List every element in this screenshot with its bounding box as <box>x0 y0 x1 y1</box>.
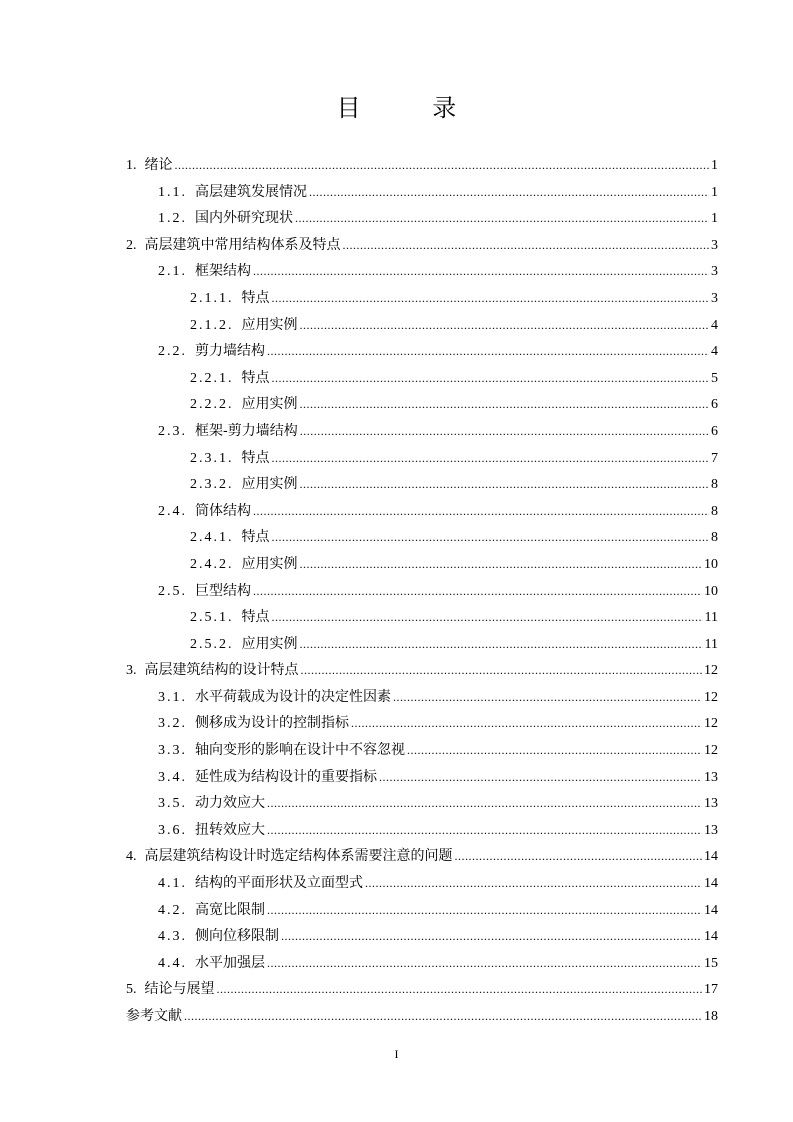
toc-entry-page-number: 14 <box>704 876 718 892</box>
toc-entry-page-number: 12 <box>704 716 718 732</box>
toc-entry-number: 2.4.2. <box>190 556 234 572</box>
toc-entry-title: 扭转效应大 <box>195 821 265 838</box>
toc-entry[interactable] <box>126 684 718 711</box>
toc-entry-number: 3.1. <box>158 689 187 705</box>
toc-entry[interactable] <box>126 737 718 764</box>
toc-entry-page-number: 8 <box>711 503 718 519</box>
toc-entry-page-number: 14 <box>704 902 718 918</box>
toc-dot-leader <box>300 471 710 498</box>
toc-entry-number: 2.5. <box>158 583 187 599</box>
toc-entry[interactable] <box>126 923 718 950</box>
toc-entry-page-number: 3 <box>711 237 718 253</box>
toc-entry-number: 3.3. <box>158 743 187 759</box>
toc-entry-page-number: 13 <box>704 796 718 812</box>
toc-entry-page-number: 12 <box>704 743 718 759</box>
toc-dot-leader <box>300 631 703 658</box>
toc-entry-page-number: 6 <box>711 423 718 439</box>
toc-entry-number: 2.3.1. <box>190 450 234 466</box>
toc-dot-leader <box>253 258 709 285</box>
toc-entry[interactable] <box>126 817 718 844</box>
toc-entry-title: 结构的平面形状及立面型式 <box>195 875 363 892</box>
toc-entry[interactable] <box>126 338 718 365</box>
toc-entry-number: 2. <box>126 237 137 253</box>
toc-entry-number: 1. <box>126 158 137 173</box>
toc-entry-title: 筒体结构 <box>195 502 251 519</box>
toc-entry-number: 4. <box>126 849 137 865</box>
toc-dot-leader <box>272 285 710 312</box>
toc-entry-number: 4.2. <box>158 902 187 918</box>
toc-entry-title: 特点 <box>241 609 270 626</box>
toc-entry-title: 特点 <box>241 449 270 466</box>
toc-entry-number: 2.4.1. <box>190 530 234 546</box>
toc-entry-page-number: 1 <box>711 184 718 200</box>
toc-entry-page-number: 10 <box>704 556 718 572</box>
toc-entry-page-number: 1 <box>711 211 718 227</box>
toc-entry-page-number: 7 <box>711 450 718 466</box>
toc-entry-title: 水平荷载成为设计的决定性因素 <box>195 688 391 705</box>
toc-entry-title: 特点 <box>241 289 270 306</box>
toc-entry-title: 特点 <box>241 369 270 386</box>
toc-entry-number: 2.4. <box>158 503 187 519</box>
toc-entry[interactable] <box>126 843 718 870</box>
toc-entry[interactable] <box>126 604 718 631</box>
page-title: 目 录 <box>336 94 489 122</box>
toc-entry[interactable] <box>126 179 718 206</box>
toc-entry[interactable] <box>126 471 718 498</box>
toc-entry-number: 5. <box>126 982 137 998</box>
toc-entry-title: 框架-剪力墙结构 <box>195 422 298 439</box>
toc-entry-title: 侧移成为设计的控制指标 <box>195 715 349 732</box>
toc-entry-title: 侧向位移限制 <box>195 928 279 945</box>
toc-dot-leader <box>379 764 702 791</box>
toc-entry-number: 2.1.2. <box>190 317 234 333</box>
toc-entry[interactable] <box>126 1003 718 1030</box>
toc-entry-number: 2.1. <box>158 264 187 280</box>
toc-entry-page-number: 13 <box>704 769 718 785</box>
toc-entry[interactable] <box>126 445 718 472</box>
toc-entry-title: 剪力墙结构 <box>195 343 265 360</box>
toc-dot-leader <box>267 338 709 365</box>
toc-entry-number: 2.5.2. <box>190 636 234 652</box>
toc-entry[interactable] <box>126 790 718 817</box>
toc-entry[interactable] <box>126 232 718 259</box>
toc-dot-leader <box>281 923 702 950</box>
toc-entry-page-number: 12 <box>704 663 718 679</box>
toc-dot-leader <box>217 976 703 1003</box>
toc-dot-leader <box>407 737 702 764</box>
toc-entry-number: 2.2.1. <box>190 370 234 386</box>
toc-entry-number: 2.2.2. <box>190 397 234 413</box>
toc-entry-number: 2.2. <box>158 344 187 360</box>
toc-entry-page-number: 3 <box>711 290 718 306</box>
toc-dot-leader <box>343 232 710 259</box>
toc-dot-leader <box>267 897 702 924</box>
toc-dot-leader <box>175 152 710 179</box>
toc-entry-number: 2.3.2. <box>190 477 234 493</box>
toc-entry-title: 参考文献 <box>126 1008 182 1024</box>
toc-entry[interactable] <box>126 870 718 897</box>
toc-entry-title: 水平加强层 <box>195 954 265 971</box>
toc-entry-page-number: 8 <box>711 530 718 546</box>
page-footer-number: I <box>394 1047 399 1061</box>
toc-dot-leader <box>295 205 709 232</box>
toc-entry-title: 应用实例 <box>241 555 298 572</box>
toc-dot-leader <box>365 870 702 897</box>
toc-entry-number: 3.4. <box>158 769 187 785</box>
toc-entry-page-number: 13 <box>704 822 718 838</box>
toc-dot-leader <box>300 312 710 339</box>
toc-entry-page-number: 6 <box>711 397 718 413</box>
toc-entry-page-number: 14 <box>704 849 718 865</box>
toc-entry[interactable] <box>126 657 718 684</box>
toc-entry-title: 特点 <box>241 529 270 546</box>
toc-entry-number: 3.5. <box>158 796 187 812</box>
toc-dot-leader <box>272 365 710 392</box>
toc-entry-title: 动力效应大 <box>195 795 265 812</box>
toc-entry[interactable] <box>126 285 718 312</box>
toc-entry[interactable] <box>126 551 718 578</box>
toc-entry-number: 3. <box>126 663 137 679</box>
toc-dot-leader <box>184 1003 702 1030</box>
toc-entry[interactable] <box>126 418 718 445</box>
toc-dot-leader <box>253 578 702 605</box>
table-of-contents <box>126 152 718 1030</box>
toc-entry-page-number: 1 <box>711 158 718 173</box>
toc-entry[interactable] <box>126 631 718 658</box>
toc-entry-title: 延性成为结构设计的重要指标 <box>195 768 377 785</box>
toc-entry[interactable] <box>126 710 718 737</box>
toc-dot-leader <box>300 551 703 578</box>
toc-dot-leader <box>309 179 709 206</box>
toc-entry-title: 应用实例 <box>241 476 298 493</box>
toc-entry-page-number: 11 <box>704 610 718 626</box>
toc-entry-number: 4.1. <box>158 876 187 892</box>
toc-entry-number: 2.1.1. <box>190 290 234 306</box>
toc-dot-leader <box>300 391 710 418</box>
toc-dot-leader <box>267 950 702 977</box>
toc-entry-title: 高宽比限制 <box>195 901 265 918</box>
toc-entry-number: 4.3. <box>158 929 187 945</box>
toc-entry-page-number: 3 <box>711 264 718 280</box>
toc-entry[interactable] <box>126 764 718 791</box>
toc-dot-leader <box>351 710 702 737</box>
toc-entry[interactable] <box>126 205 718 232</box>
toc-entry-page-number: 10 <box>704 583 718 599</box>
toc-entry-page-number: 8 <box>711 477 718 493</box>
toc-entry-number: 3.6. <box>158 822 187 838</box>
toc-entry[interactable] <box>126 976 718 1003</box>
toc-entry[interactable] <box>126 365 718 392</box>
toc-dot-leader <box>272 604 703 631</box>
toc-dot-leader <box>455 843 703 870</box>
toc-entry[interactable] <box>126 498 718 525</box>
toc-entry-title: 结论与展望 <box>144 981 215 998</box>
toc-entry-page-number: 11 <box>704 636 718 652</box>
toc-entry-title: 国内外研究现状 <box>195 210 293 227</box>
toc-entry-title: 巨型结构 <box>195 582 251 599</box>
toc-entry-number: 1.2. <box>158 211 187 227</box>
toc-entry[interactable] <box>126 152 718 179</box>
toc-dot-leader <box>272 524 710 551</box>
toc-entry[interactable] <box>126 897 718 924</box>
toc-entry-title: 高层建筑结构设计时选定结构体系需要注意的问题 <box>144 848 453 865</box>
toc-dot-leader <box>272 445 710 472</box>
toc-entry-number: 1.1. <box>158 184 187 200</box>
toc-entry-title: 应用实例 <box>241 396 298 413</box>
toc-entry-title: 高层建筑发展情况 <box>195 183 307 200</box>
toc-entry-page-number: 4 <box>711 317 718 333</box>
toc-entry-page-number: 15 <box>704 955 718 971</box>
toc-entry-title: 轴向变形的影响在设计中不容忽视 <box>195 742 405 759</box>
toc-entry[interactable] <box>126 258 718 285</box>
toc-entry-title: 框架结构 <box>195 263 251 280</box>
toc-entry-page-number: 17 <box>704 982 718 998</box>
toc-entry-title: 应用实例 <box>241 316 298 333</box>
toc-entry-number: 2.3. <box>158 423 187 439</box>
toc-entry-page-number: 18 <box>704 1009 718 1024</box>
toc-dot-leader <box>300 418 709 445</box>
toc-entry-title: 高层建筑中常用结构体系及特点 <box>144 236 341 253</box>
toc-entry-title: 应用实例 <box>241 635 298 652</box>
toc-entry[interactable] <box>126 578 718 605</box>
toc-entry-number: 3.2. <box>158 716 187 732</box>
toc-entry-title: 绪论 <box>144 157 173 173</box>
toc-entry[interactable] <box>126 524 718 551</box>
toc-entry-number: 2.5.1. <box>190 610 234 626</box>
toc-entry-page-number: 14 <box>704 929 718 945</box>
toc-entry-number: 4.4. <box>158 955 187 971</box>
toc-entry-page-number: 5 <box>711 370 718 386</box>
toc-dot-leader <box>393 684 702 711</box>
toc-dot-leader <box>253 498 709 525</box>
toc-dot-leader <box>267 790 702 817</box>
toc-dot-leader <box>301 657 703 684</box>
toc-entry-page-number: 12 <box>704 689 718 705</box>
toc-entry[interactable] <box>126 950 718 977</box>
toc-entry-page-number: 4 <box>711 344 718 360</box>
toc-entry[interactable] <box>126 391 718 418</box>
toc-dot-leader <box>267 817 702 844</box>
toc-entry[interactable] <box>126 312 718 339</box>
toc-entry-title: 高层建筑结构的设计特点 <box>144 662 299 679</box>
